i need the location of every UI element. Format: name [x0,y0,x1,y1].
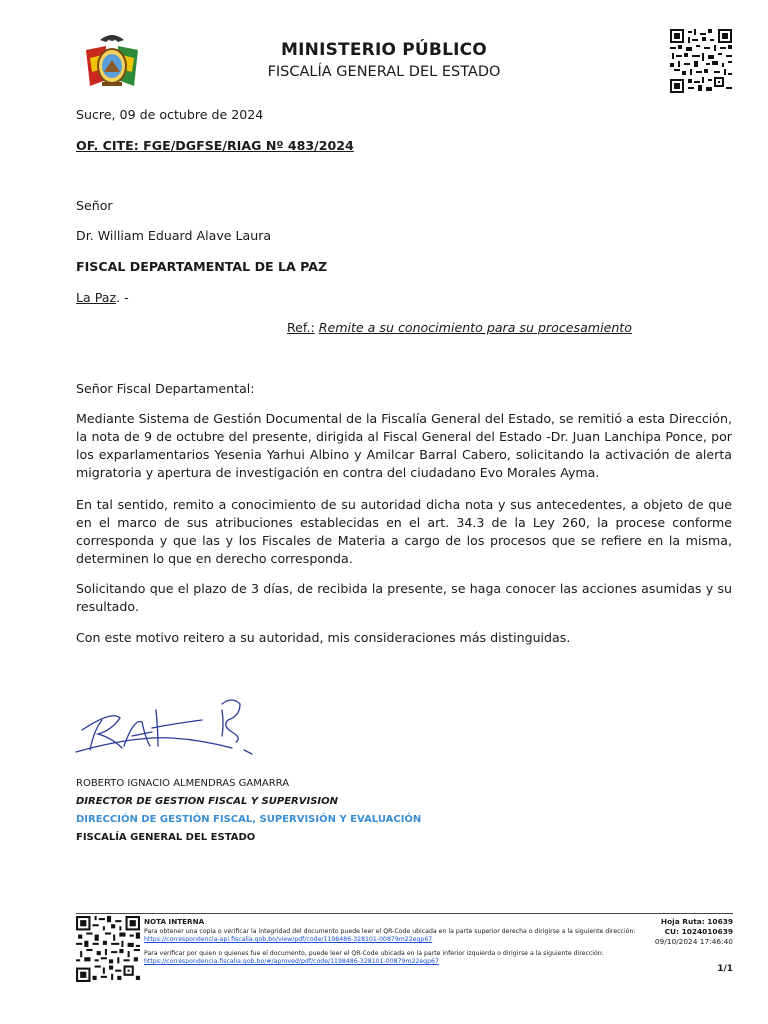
reference-text: Remite a su conocimiento para su procesamiento [318,320,632,335]
recipient-name: Dr. William Eduard Alave Laura [76,228,272,243]
signer-name: ROBERTO IGNACIO ALMENDRAS GAMARRA [76,778,290,789]
signer-department: DIRECCIÓN DE GESTIÓN FISCAL, SUPERVISIÓN Y EVALUACIÓN [76,814,422,825]
reference-line [287,319,632,337]
page-title: MINISTERIO PÚBLICO [281,40,487,60]
cu-code: CU: 1024010639 [664,927,733,936]
footer-note-text-1: Para obtener una copia o verificar la integridad del documento puede leer el QR-Code ubicada en la parte superior derecha o dirigirse a la siguiente dirección: [144,928,636,935]
body-paragraph: Solicitando que el plazo de 3 días, de recibida la presente, se haga conocer las acciones asumidas y su resultado. [76,581,732,614]
footer-link-2[interactable]: https://correspondencia.fiscalia.gob.bo/#/aproved/pdf/code/1198486-328101-00879m22egp67 [144,958,439,965]
recipient-city: La Paz [76,290,117,305]
signer-institution: FISCALÍA GENERAL DEL ESTADO [76,832,256,843]
signature-icon [72,690,262,770]
greeting: Señor Fiscal Departamental: [76,381,255,396]
hoja-ruta: Hoja Ruta: 10639 [660,917,733,926]
signer-position: DIRECTOR DE GESTION FISCAL Y SUPERVISION [76,796,338,807]
footer-link-1[interactable]: https://correspondencia-api.fiscalia.gob.bo/view/pdf/code/1198486-328101-00879m22egp67 [144,936,433,943]
letter-date: Sucre, 09 de octubre de 2024 [76,107,264,122]
recipient-city-line [76,289,129,307]
footer-note-title: NOTA INTERNA [144,917,205,926]
letter-cite: OF. CITE: FGE/DGFSE/RIAG Nº 483/2024 [76,138,354,153]
footer-note-text-2: Para verificar por quien o quienes fue el documento, puede leer el QR-Code ubicada en la parte inferior izquierda o dirigirse a la siguiente dirección: [144,950,604,957]
footer-meta [600,917,733,947]
page-number: 1/1 [717,964,733,974]
recipient-post: FISCAL DEPARTAMENTAL DE LA PAZ [76,259,328,274]
body-paragraph: Mediante Sistema de Gestión Documental de la Fiscalía General del Estado, se remitió a esta Dirección, la nota de 9 de octubre del presente, dirigida al Fiscal General del Estado -Dr. Juan Lanchipa Ponce, por los exparlamentarios Yesenia Yarhui Albino y Amilcar Barral Cabero, solicitando la activación de alerta migratoria y apertura de investigación en contra del ciudadano Evo Morales Ayma. [76,411,732,480]
body-paragraph: En tal sentido, remito a conocimiento de su autoridad dicha nota y sus antecedentes, a objeto de que en el marco de sus atribuciones establecidas en el art. 34.3 de la Ley 260, la procese conforme corresponda y que las y los Fiscales de Materia a cargo de los procesos que se refiere en la misma, determinen lo que en derecho corresponda. [76,497,732,566]
recipient-city-suffix: . - [116,290,129,305]
handwritten-signature [72,690,262,770]
qr-code-bottom[interactable] [76,916,140,982]
footer-note [144,917,644,966]
salutation-title: Señor [76,198,113,213]
body-paragraph: Con este motivo reitero a su autoridad, mis consideraciones más distinguidas. [76,630,571,645]
footer-datetime: 09/10/2024 17:46:40 [654,937,733,946]
qr-code-icon [670,29,732,93]
qr-code-icon [76,916,140,982]
bolivia-coat-of-arms-icon [76,28,148,94]
qr-code-top[interactable] [670,29,732,93]
footer-divider [76,913,733,914]
coat-of-arms-emblem [76,28,148,94]
reference-label: Ref.: [287,320,315,335]
page-subtitle: FISCALÍA GENERAL DEL ESTADO [267,64,501,80]
